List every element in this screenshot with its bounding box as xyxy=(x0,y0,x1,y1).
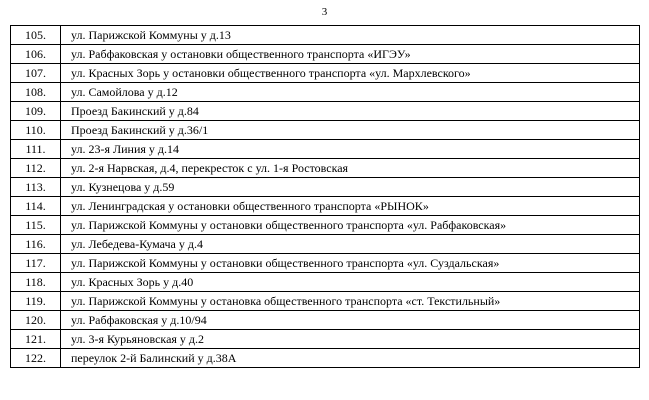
table-row xyxy=(11,121,640,140)
address-cell: переулок 2-й Балинский у д.38А xyxy=(61,349,640,368)
row-number-cell: 121. xyxy=(11,330,61,349)
address-cell: ул. 3-я Курьяновская у д.2 xyxy=(61,330,640,349)
address-cell: ул. 2-я Нарвская, д.4, перекресток с ул. 1-я Ростовская xyxy=(61,159,640,178)
row-number-cell: 115. xyxy=(11,216,61,235)
table-row xyxy=(11,273,640,292)
table-row xyxy=(11,64,640,83)
address-cell: ул. Красных Зорь у д.40 xyxy=(61,273,640,292)
row-number-cell: 106. xyxy=(11,45,61,64)
page-number: 3 xyxy=(321,6,328,18)
table-row xyxy=(11,349,640,368)
address-cell: ул. Ленинградская у остановки общественного транспорта «РЫНОК» xyxy=(61,197,640,216)
table-body xyxy=(11,26,640,368)
table-row xyxy=(11,330,640,349)
row-number-cell: 116. xyxy=(11,235,61,254)
table-row xyxy=(11,140,640,159)
address-cell: ул. Парижской Коммуны у остановки общественного транспорта «ул. Суздальская» xyxy=(61,254,640,273)
table-row xyxy=(11,178,640,197)
address-cell: ул. Парижской Коммуны у остановки общественного транспорта «ул. Рабфаковская» xyxy=(61,216,640,235)
row-number-cell: 108. xyxy=(11,83,61,102)
table-row xyxy=(11,45,640,64)
row-number-cell: 105. xyxy=(11,26,61,45)
table-row xyxy=(11,292,640,311)
row-number-cell: 120. xyxy=(11,311,61,330)
address-cell: ул. Кузнецова у д.59 xyxy=(61,178,640,197)
table-row xyxy=(11,26,640,45)
address-cell: Проезд Бакинский у д.84 xyxy=(61,102,640,121)
address-cell: ул. Рабфаковская у д.10/94 xyxy=(61,311,640,330)
row-number-cell: 109. xyxy=(11,102,61,121)
address-cell: ул. Красных Зорь у остановки общественного транспорта «ул. Мархлевского» xyxy=(61,64,640,83)
row-number-cell: 107. xyxy=(11,64,61,83)
address-cell: ул. Самойлова у д.12 xyxy=(61,83,640,102)
row-number-cell: 122. xyxy=(11,349,61,368)
table-row xyxy=(11,235,640,254)
table-row xyxy=(11,197,640,216)
row-number-cell: 119. xyxy=(11,292,61,311)
row-number-cell: 114. xyxy=(11,197,61,216)
table-row xyxy=(11,254,640,273)
row-number-cell: 112. xyxy=(11,159,61,178)
address-table xyxy=(10,25,640,368)
table-row xyxy=(11,159,640,178)
address-cell: ул. 23-я Линия у д.14 xyxy=(61,140,640,159)
row-number-cell: 113. xyxy=(11,178,61,197)
address-cell: ул. Парижской Коммуны у остановка общественного транспорта «ст. Текстильный» xyxy=(61,292,640,311)
table-row xyxy=(11,311,640,330)
table-row xyxy=(11,216,640,235)
row-number-cell: 110. xyxy=(11,121,61,140)
row-number-cell: 117. xyxy=(11,254,61,273)
row-number-cell: 118. xyxy=(11,273,61,292)
address-cell: ул. Рабфаковская у остановки общественного транспорта «ИГЭУ» xyxy=(61,45,640,64)
table-row xyxy=(11,102,640,121)
table-row xyxy=(11,83,640,102)
address-cell: ул. Лебедева-Кумача у д.4 xyxy=(61,235,640,254)
row-number-cell: 111. xyxy=(11,140,61,159)
address-cell: ул. Парижской Коммуны у д.13 xyxy=(61,26,640,45)
address-cell: Проезд Бакинский у д.36/1 xyxy=(61,121,640,140)
